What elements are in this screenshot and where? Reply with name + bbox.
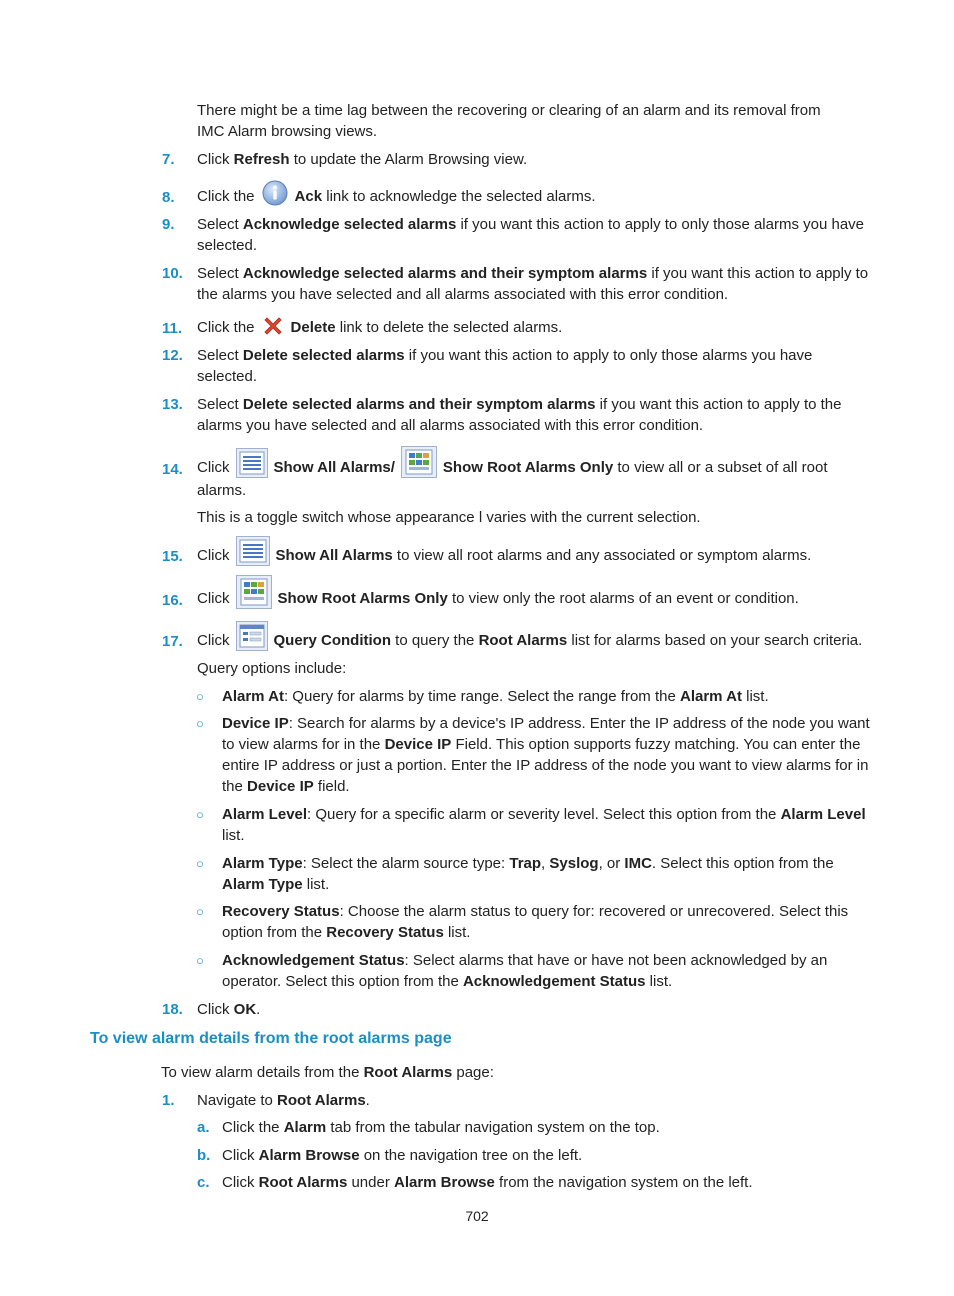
step-16-text: Click Show Root Alarms Only to view only the root alarms of an event or condition. [197,574,877,630]
step-18-text: Click OK. [197,1001,261,1018]
section-step-1-text: Navigate to Root Alarms. [197,1092,370,1109]
step-number: 14. [162,461,183,478]
option-device-ip: Device IP: Search for alarms by a device's IP address. Enter the IP address of the node you want to view alarms for in the Device IP Field. This option supports fuzzy matching. You can enter the entire IP address or just a portion. Enter the IP address of the node you want to view alarms for in the Device IP field. [222,715,870,795]
step-15-text: Click Show All Alarms to view all root alarms and any associated or symptom alarms. [197,533,877,585]
step-7-text: Click Refresh to update the Alarm Browsing view. [197,151,528,168]
step-11-text: Click the Delete link to delete the selected alarms. [197,310,877,352]
step-number: 11. [162,320,183,337]
step-number: 12. [162,347,183,364]
bullet-icon: ○ [196,904,204,919]
page-number: 702 [465,1208,489,1224]
step-number: 17. [162,633,183,650]
substep-letter: a. [197,1119,210,1136]
substep-a-text: Click the Alarm tab from the tabular navigation system on the top. [222,1119,660,1136]
option-acknowledgement-status: Acknowledgement Status: Select alarms that have or have not been acknowledged by an operator. Select this option from the Acknowledgement Status list. [222,952,828,990]
step-number: 9. [162,216,175,233]
substep-letter: b. [197,1147,211,1164]
substep-b-text: Click Alarm Browse on the navigation tree on the left. [222,1147,583,1164]
step-14-text: Click Show All Alarms/ Show Root Alarms Only to view all or a subset of all root [197,445,877,497]
step-number: 13. [162,396,183,413]
substep-c-text: Click Root Alarms under Alarm Browse from the navigation system on the left. [222,1174,753,1191]
step-14-text-cont: alarms. [197,482,247,499]
step-17-text: Click Query Condition to query the Root Alarms list for alarms based on your search criteria. [197,617,877,671]
step-13-text-cont: alarms you have selected and all alarms associated with this error condition. [197,417,704,434]
step-14-note: This is a toggle switch whose appearance l varies with the current selection. [197,509,701,526]
intro-line-2: IMC Alarm browsing views. [197,123,378,140]
section-intro: To view alarm details from the Root Alarms page: [161,1064,494,1081]
step-10-text: Select Acknowledge selected alarms and their symptom alarms if you want this action to apply to [197,265,869,282]
step-number: 10. [162,265,183,282]
option-alarm-type: Alarm Type: Select the alarm source type: Trap, Syslog, or IMC. Select this option from the Alarm Type list. [222,855,834,893]
substep-letter: c. [197,1174,210,1191]
step-13-text: Select Delete selected alarms and their symptom alarms if you want this action to apply to the [197,396,842,413]
step-number: 15. [162,548,183,565]
step-17-note: Query options include: [197,660,347,677]
step-number: 1. [162,1092,175,1109]
step-number: 16. [162,592,183,609]
bullet-icon: ○ [196,856,204,871]
step-8-text: Click the Ack link to acknowledge the selected alarms. [197,177,877,223]
bullet-icon: ○ [196,689,204,704]
section-heading: To view alarm details from the root alarms page [90,1030,452,1047]
intro-line-1: There might be a time lag between the recovering or clearing of an alarm and its removal from [197,102,821,119]
option-alarm-at: Alarm At: Query for alarms by time range. Select the range from the Alarm At list. [222,688,769,705]
step-number: 8. [162,189,175,206]
step-10-text-cont: the alarms you have selected and all alarms associated with this error condition. [197,286,729,303]
bullet-icon: ○ [196,716,204,731]
step-9-text-cont: selected. [197,237,258,254]
bullet-icon: ○ [196,953,204,968]
option-recovery-status: Recovery Status: Choose the alarm status to query for: recovered or unrecovered. Select this option from the Recovery Status list. [222,903,849,941]
step-9-text: Select Acknowledge selected alarms if you want this action to apply to only those alarms you have [197,216,865,233]
step-number: 7. [162,151,175,168]
step-number: 18. [162,1001,183,1018]
option-alarm-level: Alarm Level: Query for a specific alarm or severity level. Select this option from the Alarm Level list. [222,806,866,844]
step-12-text-cont: selected. [197,368,258,385]
bullet-icon: ○ [196,807,204,822]
step-12-text: Select Delete selected alarms if you want this action to apply to only those alarms you have [197,347,813,364]
